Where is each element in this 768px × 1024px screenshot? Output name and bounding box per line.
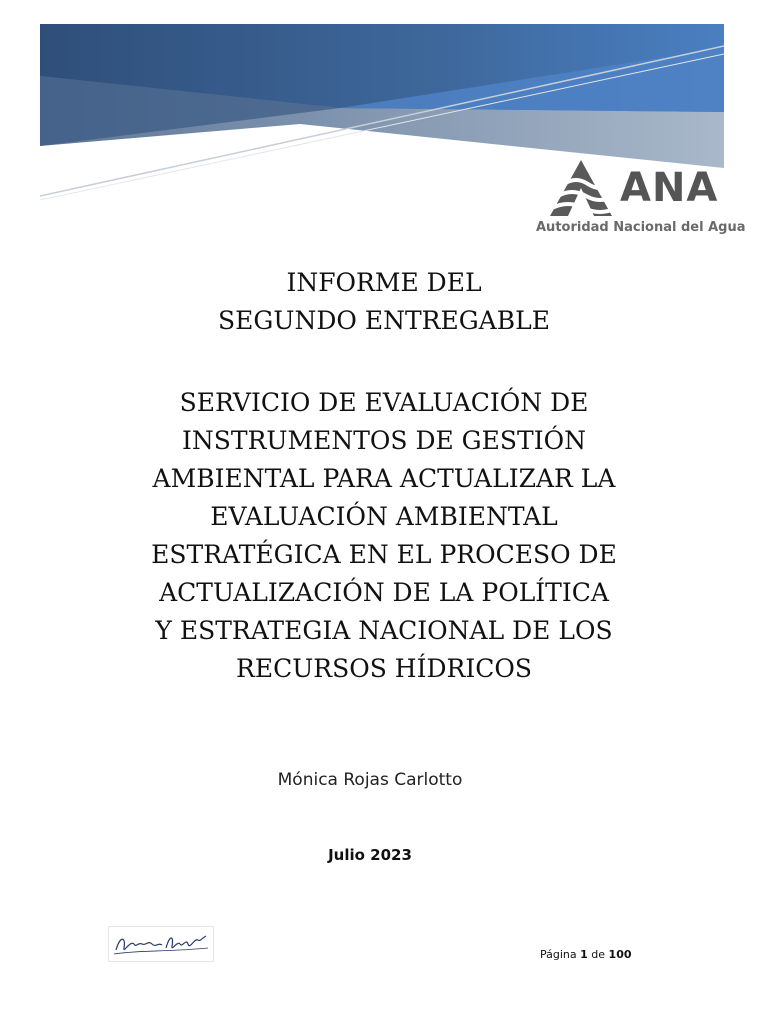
ana-logo [536, 158, 746, 242]
title-line: ESTRATÉGICA EN EL PROCESO DE [151, 540, 617, 569]
title-line: SERVICIO DE EVALUACIÓN DE [179, 388, 589, 417]
title-line: RECURSOS HÍDRICOS [236, 654, 532, 683]
page-separator: de [591, 948, 606, 961]
title-line: INFORME DEL [286, 268, 482, 297]
logo-abbreviation: ANA [620, 165, 719, 211]
title-line: ACTUALIZACIÓN DE LA POLÍTICA [159, 578, 609, 607]
signature-image [108, 926, 214, 962]
logo-organization-name: Autoridad Nacional del Agua [536, 220, 746, 235]
page-current: 1 [580, 948, 588, 961]
title-line: AMBIENTAL PARA ACTUALIZAR LA [152, 464, 616, 493]
title-line: INSTRUMENTOS DE GESTIÓN [182, 426, 586, 455]
title-line: SEGUNDO ENTREGABLE [218, 306, 550, 335]
report-date: Julio 2023 [328, 846, 412, 864]
title-line: EVALUACIÓN AMBIENTAL [210, 502, 558, 531]
author-name: Mónica Rojas Carlotto [277, 770, 463, 790]
ana-waves-logo-icon [546, 158, 616, 220]
page-prefix: Página [540, 948, 577, 961]
title-line: Y ESTRATEGIA NACIONAL DE LOS [155, 616, 613, 645]
service-title [84, 384, 684, 688]
report-title [84, 264, 684, 340]
page-number [540, 948, 632, 961]
page-total: 100 [608, 948, 632, 961]
